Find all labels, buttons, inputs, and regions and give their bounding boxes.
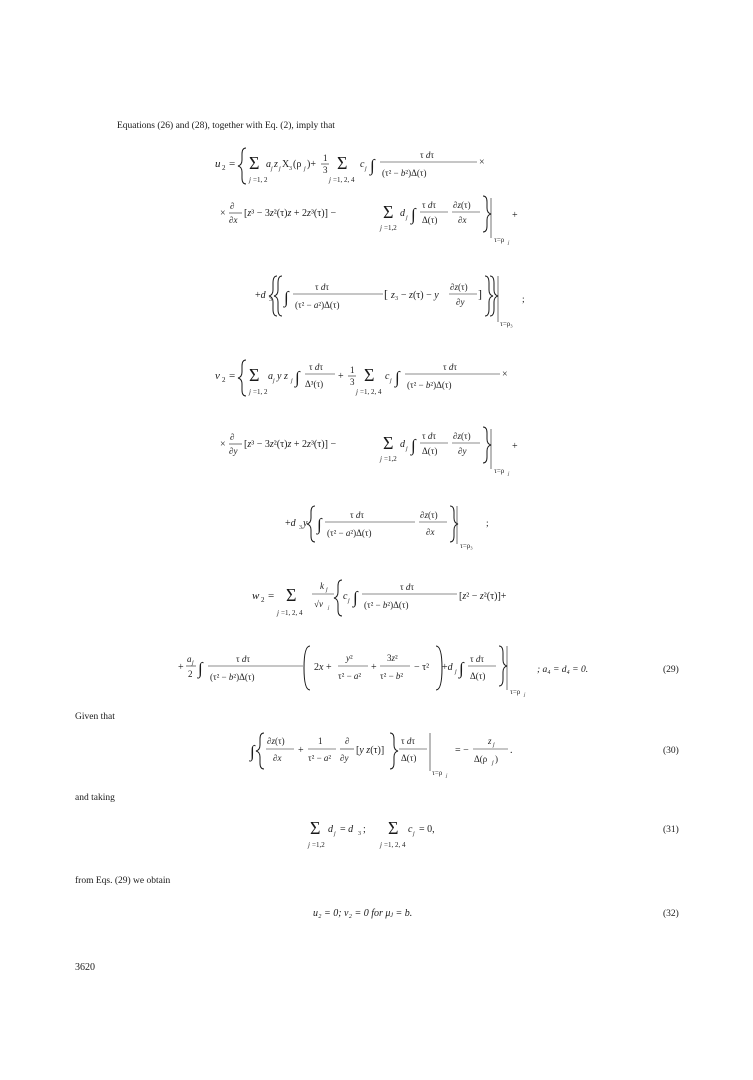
svg-text:(τ² − b²)Δ(τ): (τ² − b²)Δ(τ) [210, 672, 255, 682]
svg-text:τ dτ: τ dτ [401, 736, 415, 746]
svg-text:j: j [304, 166, 306, 172]
svg-text:Δ(τ): Δ(τ) [422, 215, 438, 225]
svg-text:Σ: Σ [383, 433, 394, 453]
from-eqs-text: from Eqs. (29) we obtain [75, 876, 171, 886]
svg-text:=1, 2, 4: =1, 2, 4 [360, 388, 382, 396]
svg-text:∫: ∫ [395, 368, 400, 387]
svg-text:j: j [356, 388, 358, 396]
svg-text:=: = [268, 590, 275, 602]
svg-text:∂y: ∂y [458, 446, 467, 456]
svg-text:τ² − a²: τ² − a² [308, 753, 332, 763]
svg-text:j: j [413, 831, 415, 837]
svg-text:∂x: ∂x [229, 215, 238, 225]
svg-text:+: + [338, 371, 344, 382]
svg-text:j: j [249, 388, 251, 396]
svg-text:(τ² − b²)Δ(τ): (τ² − b²)Δ(τ) [364, 600, 409, 610]
svg-text:τ dτ: τ dτ [309, 362, 323, 372]
u2-line3-subscript: τ=ρ₃ [500, 320, 513, 328]
svg-text:;: ; [363, 824, 366, 835]
equation-number-31: (31) [663, 825, 679, 835]
svg-text:j: j [277, 609, 279, 617]
svg-text:j: j [291, 378, 293, 384]
svg-text:∫: ∫ [284, 288, 289, 307]
svg-text:j: j [508, 472, 510, 477]
svg-text:1: 1 [323, 153, 328, 163]
svg-text:Σ: Σ [310, 818, 321, 838]
page-number: 3620 [75, 962, 95, 973]
svg-text:k: k [320, 581, 324, 591]
svg-text:z₃ − z(τ) − y: z₃ − z(τ) − y [391, 290, 439, 301]
svg-text:3: 3 [350, 377, 355, 387]
svg-text:j: j [329, 176, 331, 184]
svg-text:×: × [502, 369, 508, 380]
svg-text:a: a [268, 371, 273, 382]
svg-text:τ dτ: τ dτ [400, 582, 414, 592]
equation-30 [250, 727, 530, 783]
svg-text:∫: ∫ [353, 588, 358, 607]
svg-text:=1, 2, 4: =1, 2, 4 [384, 841, 406, 849]
svg-text:j: j [348, 598, 350, 604]
svg-text:j: j [380, 224, 382, 232]
svg-text:×: × [220, 439, 226, 450]
svg-text:∫: ∫ [411, 205, 416, 224]
svg-text:∂x: ∂x [426, 527, 435, 537]
intro-text: Equations (26) and (28), together with Eq. (2), imply that [117, 121, 335, 131]
svg-text:Δ³(τ): Δ³(τ) [305, 379, 324, 389]
svg-text:(τ² − a²)Δ(τ): (τ² − a²)Δ(τ) [327, 528, 372, 538]
svg-text:= d: = d [340, 824, 354, 835]
svg-text:− τ²: − τ² [414, 662, 430, 673]
svg-text:j: j [365, 166, 367, 172]
and-taking-text: and taking [75, 793, 115, 803]
svg-text:[z³ − 3z²(τ)z + 2z³(τ)] −: [z³ − 3z²(τ)z + 2z³(τ)] − [244, 208, 337, 219]
svg-text:∫: ∫ [411, 436, 416, 455]
svg-text:j: j [192, 660, 194, 666]
svg-text:Σ: Σ [364, 365, 375, 385]
svg-text:y z: y z [277, 371, 288, 382]
svg-text:τ² − a²: τ² − a² [338, 671, 362, 681]
svg-text:j: j [524, 693, 526, 698]
svg-text:Δ(τ): Δ(τ) [422, 446, 438, 456]
svg-text:y²: y² [346, 653, 353, 663]
svg-text:j: j [508, 241, 510, 246]
svg-text:X: X [282, 159, 290, 170]
svg-text:[y z(τ)]: [y z(τ)] [356, 745, 385, 756]
svg-text:=1,2: =1,2 [384, 224, 397, 232]
svg-text:w: w [252, 590, 260, 602]
svg-text:j: j [273, 378, 275, 384]
svg-text:3: 3 [289, 166, 292, 172]
svg-text:[z² − z²(τ)]+: [z² − z²(τ)]+ [459, 591, 507, 602]
svg-text:τ=ρ: τ=ρ [494, 467, 505, 475]
svg-text:Δ(τ): Δ(τ) [401, 753, 417, 763]
svg-text:τ dτ: τ dτ [350, 510, 364, 520]
svg-text:+: + [178, 662, 184, 673]
svg-text:c: c [408, 824, 413, 835]
svg-text:Σ: Σ [388, 818, 399, 838]
svg-text:Σ: Σ [337, 153, 348, 173]
svg-text:=1, 2, 4: =1, 2, 4 [333, 176, 355, 184]
svg-text:=1, 2: =1, 2 [253, 176, 268, 184]
svg-text:∂x: ∂x [458, 215, 467, 225]
equation-v2-line1 [215, 352, 535, 404]
svg-text:y: y [303, 518, 308, 529]
svg-text:∂: ∂ [230, 432, 235, 442]
svg-text:∂z(τ): ∂z(τ) [267, 736, 285, 746]
svg-text:(ρ: (ρ [293, 159, 302, 170]
svg-text:u: u [215, 158, 221, 170]
svg-text:Δ(τ): Δ(τ) [470, 671, 486, 681]
svg-text:∂x: ∂x [273, 753, 282, 763]
equation-number-29: (29) [663, 665, 679, 675]
svg-text:τ dτ: τ dτ [443, 362, 457, 372]
svg-text:∂y: ∂y [229, 446, 238, 456]
svg-text:3: 3 [358, 831, 361, 837]
svg-text:2: 2 [261, 596, 265, 604]
svg-text:j: j [326, 587, 328, 593]
svg-text:v: v [215, 370, 220, 382]
svg-text:a: a [187, 654, 192, 664]
svg-text:τ=ρ: τ=ρ [494, 236, 505, 244]
svg-text:Δ(ρ: Δ(ρ [474, 754, 488, 764]
svg-text:∂: ∂ [345, 736, 350, 746]
svg-text:∫: ∫ [250, 742, 255, 761]
equation-u2-line2 [220, 194, 540, 254]
given-that-text: Given that [75, 712, 115, 722]
svg-text:j: j [328, 606, 330, 611]
svg-text:∫: ∫ [198, 659, 203, 678]
svg-text:τ² − b²: τ² − b² [380, 671, 404, 681]
svg-text:∫: ∫ [295, 368, 300, 387]
svg-text:z: z [488, 736, 492, 746]
svg-text:∂y: ∂y [456, 297, 465, 307]
equation-31 [310, 810, 470, 854]
svg-text:3z²: 3z² [387, 653, 398, 663]
svg-text:d: d [400, 439, 405, 450]
svg-text:.: . [510, 745, 513, 756]
svg-text:τ dτ: τ dτ [422, 431, 436, 441]
svg-text:j: j [446, 774, 448, 779]
equation-number-32: (32) [663, 909, 679, 919]
svg-text:τ dτ: τ dτ [315, 282, 329, 292]
u2-line3-semicolon: ; [522, 295, 525, 305]
svg-text:j: j [249, 176, 251, 184]
svg-text:[z³ − 3z²(τ)z + 2z³(τ)] −: [z³ − 3z²(τ)z + 2z³(τ)] − [244, 439, 337, 450]
v2-line3-semicolon: ; [486, 519, 489, 529]
svg-text:=1, 2, 4: =1, 2, 4 [281, 609, 303, 617]
svg-text:2x +: 2x + [314, 662, 332, 673]
svg-text:+d: +d [442, 662, 453, 673]
svg-text:τ dτ: τ dτ [420, 150, 434, 160]
svg-text:3: 3 [299, 525, 302, 531]
svg-text:[: [ [384, 287, 388, 301]
svg-text:c: c [343, 591, 348, 602]
svg-text:(τ² − b²)Δ(τ): (τ² − b²)Δ(τ) [382, 168, 427, 178]
svg-text:j: j [380, 841, 382, 849]
svg-text:∂z(τ): ∂z(τ) [420, 510, 438, 520]
svg-text:√v: √v [314, 599, 323, 609]
svg-text:Σ: Σ [383, 202, 394, 222]
svg-text:3: 3 [323, 165, 328, 175]
equation-v2-line3 [285, 500, 485, 552]
equation-u2-line1 [215, 140, 535, 190]
svg-text:τ dτ: τ dτ [236, 654, 250, 664]
svg-text:+: + [512, 441, 518, 452]
svg-text:2: 2 [222, 164, 226, 172]
svg-text:j: j [492, 760, 494, 766]
svg-text:j: j [380, 455, 382, 463]
svg-text:j: j [455, 669, 457, 675]
svg-text:j: j [406, 215, 408, 221]
svg-text:∂z(τ): ∂z(τ) [450, 282, 468, 292]
svg-text:=1,2: =1,2 [312, 841, 325, 849]
svg-text:2: 2 [222, 376, 226, 384]
svg-text:∂y: ∂y [340, 753, 349, 763]
svg-text:(τ² − a²)Δ(τ): (τ² − a²)Δ(τ) [295, 300, 340, 310]
svg-text:d: d [328, 824, 333, 835]
svg-text:)+: )+ [307, 159, 316, 170]
svg-text:c: c [385, 371, 390, 382]
svg-text:]: ] [478, 287, 482, 301]
svg-text:=: = [229, 370, 236, 382]
svg-text:τ=ρ₃: τ=ρ₃ [460, 542, 473, 550]
svg-text:j: j [390, 378, 392, 384]
svg-text:+: + [371, 662, 377, 673]
svg-text:+d: +d [285, 518, 296, 529]
svg-text:τ dτ: τ dτ [422, 200, 436, 210]
svg-text:j: j [279, 166, 281, 172]
svg-text:1: 1 [350, 365, 355, 375]
svg-text:3: 3 [269, 297, 272, 303]
svg-text:+: + [512, 210, 518, 221]
equation-32: u₂ = 0; v₂ = 0 for μⱼ = b. [313, 908, 413, 919]
svg-text:z: z [274, 159, 278, 170]
svg-text:d: d [400, 208, 405, 219]
svg-text:j: j [334, 831, 336, 837]
equation-number-30: (30) [663, 746, 679, 756]
equation-w2-line1 [252, 572, 532, 627]
svg-text:j: j [493, 742, 495, 748]
svg-text:=1, 2: =1, 2 [253, 388, 268, 396]
svg-text:Σ: Σ [286, 585, 297, 605]
equation-w2-line2 [178, 640, 578, 700]
svg-text:j: j [308, 841, 310, 849]
svg-text:=1,2: =1,2 [384, 455, 397, 463]
svg-text:+: + [298, 745, 304, 756]
svg-text:∂: ∂ [230, 201, 235, 211]
svg-text:∫: ∫ [370, 156, 375, 175]
svg-text:Σ: Σ [249, 153, 260, 173]
svg-text:∂z(τ): ∂z(τ) [453, 200, 471, 210]
svg-text:∫: ∫ [317, 515, 322, 534]
svg-text:∂z(τ): ∂z(τ) [453, 431, 471, 441]
svg-text:Σ: Σ [249, 365, 260, 385]
svg-text:∫: ∫ [459, 659, 464, 678]
svg-text:+d: +d [255, 290, 266, 301]
svg-text:×: × [220, 208, 226, 219]
svg-text:c: c [360, 159, 365, 170]
svg-text:a: a [266, 159, 271, 170]
svg-text:=: = [229, 158, 236, 170]
svg-text:= 0,: = 0, [419, 824, 435, 835]
svg-text:): ) [495, 754, 498, 764]
svg-text:j: j [406, 446, 408, 452]
svg-text:j: j [271, 166, 273, 172]
svg-text:τ=ρ: τ=ρ [510, 688, 521, 696]
svg-text:1: 1 [318, 736, 323, 746]
svg-text:2: 2 [188, 669, 193, 679]
equation-u2-line3 [255, 268, 505, 330]
eq29-condition: ; a₄ = d₄ = 0. [537, 665, 589, 675]
svg-text:= −: = − [455, 745, 469, 756]
svg-text:τ=ρ: τ=ρ [432, 769, 443, 777]
svg-text:τ dτ: τ dτ [470, 654, 484, 664]
svg-text:×: × [479, 157, 485, 168]
svg-text:(τ² − b²)Δ(τ): (τ² − b²)Δ(τ) [407, 380, 452, 390]
equation-v2-line2 [220, 425, 540, 485]
